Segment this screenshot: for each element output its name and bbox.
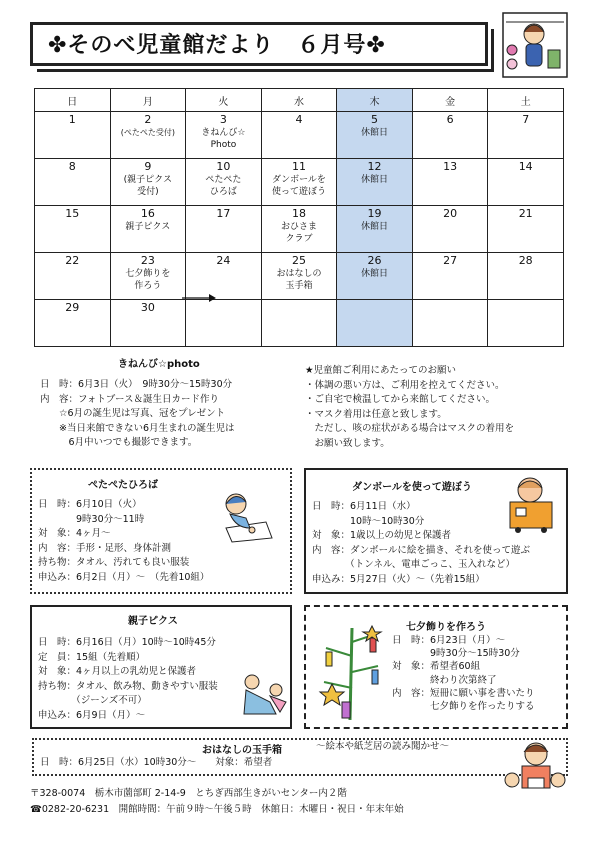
- day-event: 休館日: [361, 222, 389, 232]
- child-in-box-illustration: [500, 474, 562, 534]
- calendar-day-cell: [35, 253, 111, 300]
- day-number: [488, 300, 563, 301]
- day-number: 2: [144, 113, 152, 126]
- day-number: 17: [216, 207, 231, 220]
- day-event: 玉手箱: [285, 281, 313, 291]
- weekday-header-row: [35, 89, 564, 112]
- page-title: ✤そのべ児童館だより ６月号✤: [48, 33, 386, 58]
- calendar-week-row: [35, 300, 564, 347]
- day-event: 親子ピクス: [125, 222, 171, 232]
- day-event: (親子ピクス: [123, 175, 173, 185]
- day-event: 作ろう: [134, 281, 162, 291]
- day-event: 受付): [137, 187, 159, 197]
- day-number: 22: [65, 254, 80, 267]
- day-number: 28: [518, 254, 533, 267]
- day-event: おひさま: [280, 222, 317, 232]
- notice-line: お願い致します。: [305, 437, 390, 449]
- calendar-week-row: [35, 112, 564, 159]
- day-number: 29: [65, 301, 80, 314]
- day-number: 21: [518, 207, 533, 220]
- day-number: 18: [291, 207, 306, 220]
- day-number: 25: [291, 254, 306, 267]
- day-number: 9: [144, 160, 152, 173]
- reading-children-illustration: [500, 738, 570, 802]
- day-event: ぺたぺた: [205, 175, 242, 185]
- calendar-day-cell: [110, 253, 186, 300]
- calendar-day-cell: [337, 112, 413, 159]
- petapeta-line: 対 象：4ヶ月～: [38, 528, 111, 539]
- day-event: 七夕飾りを: [125, 269, 171, 279]
- weekday-tue: 火: [186, 89, 262, 112]
- oyako-line: 持ち物：タオル、飲み物、動きやすい服装: [38, 680, 218, 692]
- day-event: おはなしの: [276, 269, 322, 279]
- cardboard-line: 申込み：5月27日（火）～（先着15組）: [312, 573, 485, 585]
- day-event: ひろば: [209, 187, 237, 197]
- arrow-icon: [182, 293, 216, 303]
- day-event: Photo: [210, 140, 237, 150]
- oyako-title: 親子ピクス: [128, 616, 178, 627]
- day-number: 12: [367, 160, 382, 173]
- tanabata-line: 内 容：短冊に願い事を書いたり: [392, 687, 535, 699]
- day-event: クラブ: [285, 234, 313, 244]
- oyako-line: （ジーンズ不可）: [38, 695, 147, 706]
- calendar-day-cell: [337, 206, 413, 253]
- calendar-day-cell: [35, 300, 111, 347]
- footer-address: 〒328-0074 栃木市薗部町 2-14-9 とちぎ西部生きがいセンター内２階: [30, 788, 347, 799]
- calendar-day-cell: [186, 300, 262, 347]
- weekday-sat: 土: [488, 89, 564, 112]
- day-number: 6: [446, 113, 454, 126]
- oyako-line: 日 時：6月16日（月）10時～10時45分: [38, 637, 216, 648]
- calendar-day-cell: [261, 206, 337, 253]
- bamboo-decoration-illustration: [312, 622, 390, 722]
- calendar-day-cell: [412, 300, 488, 347]
- day-number: 10: [216, 160, 231, 173]
- day-number: 15: [65, 207, 80, 220]
- cardboard-line: 内 容：ダンボールに絵を描き、それを使って遊ぶ: [312, 544, 531, 556]
- day-event: (ぺたぺた受付): [120, 128, 175, 137]
- baby-handprint-illustration: [206, 488, 276, 544]
- calendar-day-cell: [488, 300, 564, 347]
- petapeta-line: 申込み：6月2日（月）～ （先着10組）: [38, 571, 210, 583]
- notice-line: ・体調の悪い方は、ご利用を控えてください。: [305, 379, 505, 391]
- calendar-day-cell: [110, 159, 186, 206]
- kinenbi-line: 6月中いつでも撮影できます。: [40, 437, 198, 448]
- notice-line: ただし、咳の症状がある場合はマスクの着用を: [305, 423, 515, 434]
- petapeta-line: 日 時：6月10日（火）: [38, 499, 142, 510]
- ohanashi-subtitle: ～絵本や紙芝居の読み聞かせ～: [316, 741, 450, 752]
- day-number: 24: [216, 254, 231, 267]
- day-number: 30: [140, 301, 155, 314]
- calendar-day-cell: [488, 253, 564, 300]
- cardboard-title: ダンボールを使って遊ぼう: [352, 482, 472, 493]
- calendar-day-cell: [110, 300, 186, 347]
- weekday-sun: 日: [35, 89, 111, 112]
- calendar-day-cell: [261, 253, 337, 300]
- day-number: 26: [367, 254, 382, 267]
- day-number: 5: [371, 113, 379, 126]
- tanabata-details: [392, 634, 535, 713]
- ohanashi-title: おはなしの玉手箱: [202, 745, 282, 756]
- calendar-day-cell: [261, 300, 337, 347]
- footer-contact: ☎0282-20-6231 開館時間：午前９時～午後５時 休館日：木曜日・祝日・年末年始: [30, 804, 404, 815]
- notice-line: ・ご自宅で検温してから来館してください。: [305, 394, 496, 405]
- kinenbi-line: 内 容：フォトブース＆誕生日カード作り: [40, 393, 219, 405]
- cardboard-line: （トンネル、電車ごっこ、玉入れなど）: [312, 559, 516, 570]
- day-number: 23: [140, 254, 155, 267]
- calendar-day-cell: [261, 159, 337, 206]
- calendar-day-cell: [488, 112, 564, 159]
- oyako-line: 定 員：15組（先着順）: [38, 651, 146, 663]
- day-number: 3: [219, 113, 227, 126]
- oyako-details: [38, 636, 218, 723]
- petapeta-title: ぺたぺたひろば: [88, 480, 158, 491]
- day-number: 13: [443, 160, 458, 173]
- tanabata-line: 9時30分～15時30分: [392, 648, 520, 660]
- parent-and-child-illustration: [236, 668, 292, 724]
- oyako-line: 対 象：4ヶ月以上の乳幼児と保護者: [38, 666, 197, 677]
- kinenbi-details: [40, 378, 235, 451]
- petapeta-line: 持ち物：タオル、汚れても良い服装: [38, 557, 190, 568]
- petapeta-details: [38, 498, 209, 585]
- calendar-day-cell: [35, 112, 111, 159]
- day-event: 休館日: [361, 269, 389, 279]
- calendar-day-cell: [35, 159, 111, 206]
- kinenbi-line: ※当日来館できない6月生まれの誕生児は: [40, 422, 235, 434]
- day-number: 8: [68, 160, 76, 173]
- day-number: 1: [68, 113, 76, 126]
- day-number: [262, 300, 337, 301]
- calendar-day-cell: [186, 206, 262, 253]
- calendar-day-cell: [186, 112, 262, 159]
- day-number: [337, 300, 412, 301]
- cardboard-details: [312, 500, 530, 587]
- kinenbi-line: 日 時：6月3日（火） 9時30分～15時30分: [40, 379, 233, 390]
- calendar-day-cell: [412, 206, 488, 253]
- calendar-day-cell: [337, 159, 413, 206]
- kinenbi-line: ☆6月の誕生児は写真、冠をプレゼント: [40, 408, 226, 419]
- ohanashi-line: 日 時：6月25日（水）10時30分～ 対象：希望者: [40, 757, 273, 768]
- cardboard-line: 対 象：1歳以上の幼児と保護者: [312, 530, 452, 541]
- tanabata-line: 七夕飾りを作ったりする: [392, 701, 535, 713]
- cardboard-line: 10時～10時30分: [312, 515, 425, 527]
- day-event: 使って遊ぼう: [271, 187, 326, 197]
- day-number: 19: [367, 207, 382, 220]
- weekday-fri: 金: [412, 89, 488, 112]
- calendar-day-cell: [488, 159, 564, 206]
- day-event: ダンボールを: [272, 175, 326, 185]
- day-number: 27: [443, 254, 458, 267]
- notice-line: ・マスク着用は任意と致します。: [305, 408, 447, 420]
- weekday-mon: 月: [110, 89, 186, 112]
- girl-with-laundry-illustration: [500, 10, 570, 80]
- tanabata-line: 日 時：6月23日（月）～: [392, 635, 506, 646]
- calendar-day-cell: [412, 112, 488, 159]
- calendar-day-cell: [412, 253, 488, 300]
- day-number: 4: [295, 113, 303, 126]
- kinenbi-title: きねんび☆photo: [118, 359, 200, 370]
- calendar-day-cell: [261, 112, 337, 159]
- petapeta-line: 9時30分～11時: [38, 513, 145, 525]
- calendar-day-cell: [110, 206, 186, 253]
- calendar-week-row: [35, 159, 564, 206]
- calendar-week-row: [35, 206, 564, 253]
- calendar-day-cell: [110, 112, 186, 159]
- tanabata-title: 七夕飾りを作ろう: [406, 622, 486, 633]
- calendar-day-cell: [186, 159, 262, 206]
- notice-block: [305, 364, 514, 451]
- day-number: 14: [518, 160, 533, 173]
- cardboard-line: 日 時：6月11日（水）: [312, 501, 416, 512]
- calendar-table: [34, 88, 564, 347]
- weekday-wed: 水: [261, 89, 337, 112]
- oyako-line: 申込み：6月9日（月）～: [38, 709, 146, 721]
- notice-line: ★児童館ご利用にあたってのお願い: [305, 365, 457, 376]
- weekday-thu: 木: [337, 89, 413, 112]
- calendar-day-cell: [337, 253, 413, 300]
- day-number: 20: [443, 207, 458, 220]
- calendar-day-cell: [337, 300, 413, 347]
- day-number: 16: [140, 207, 155, 220]
- petapeta-line: 内 容：手形・足形、身体計測: [38, 542, 172, 554]
- tanabata-line: 対 象：希望者60組: [392, 661, 481, 673]
- day-event: 休館日: [361, 175, 389, 185]
- calendar-week-row: [35, 253, 564, 300]
- day-event: 休館日: [361, 128, 389, 138]
- calendar-day-cell: [35, 206, 111, 253]
- day-number: 7: [522, 113, 530, 126]
- day-event: きねんび☆: [201, 128, 246, 138]
- day-number: [413, 300, 488, 301]
- day-number: 11: [291, 160, 306, 173]
- calendar-day-cell: [412, 159, 488, 206]
- calendar-day-cell: [488, 206, 564, 253]
- tanabata-line: 終わり次第終了: [392, 674, 497, 686]
